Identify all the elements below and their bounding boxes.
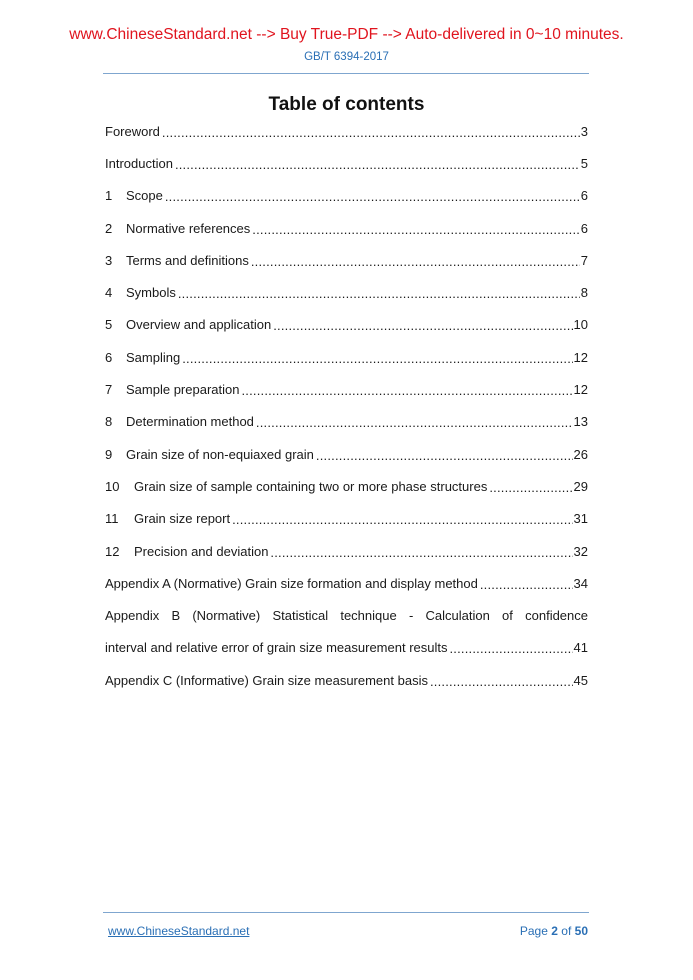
toc-label: Appendix A (Normative) Grain size formation and display method <box>105 575 478 591</box>
toc-entry-7[interactable] <box>105 373 588 405</box>
toc-number: 9 <box>105 446 113 462</box>
toc-number: 7 <box>105 382 113 398</box>
toc-page: 12 <box>573 382 588 398</box>
toc-page: 13 <box>573 414 588 430</box>
page-indicator <box>520 924 588 938</box>
toc-leader <box>162 125 580 138</box>
toc-entry-appendix-b[interactable] <box>105 599 588 631</box>
toc-page: 7 <box>580 252 588 268</box>
toc-label: Introduction <box>105 155 173 171</box>
toc-page: 34 <box>573 575 588 591</box>
toc-number: 11 <box>105 511 119 527</box>
footer-website-link[interactable]: www.ChineseStandard.net <box>108 924 250 938</box>
toc-label: Grain size of non-equiaxed grain <box>126 446 314 462</box>
toc-page: 6 <box>580 220 588 236</box>
footer-divider <box>103 912 589 913</box>
toc-leader <box>256 415 573 428</box>
toc-entry-10[interactable] <box>105 470 588 502</box>
toc-label: Normative references <box>126 220 251 236</box>
header-divider <box>103 73 589 74</box>
toc-number: 8 <box>105 414 113 430</box>
toc-leader <box>480 577 573 590</box>
toc-page: 3 <box>580 123 588 139</box>
toc-label: Appendix B (Normative) Statistical technique - Calculation of confidence <box>105 608 588 624</box>
toc-entry-11[interactable] <box>105 503 588 535</box>
toc-entry-appendix-b-continued[interactable] <box>105 632 588 664</box>
toc-entry-12[interactable] <box>105 535 588 567</box>
toc-leader <box>449 641 572 654</box>
toc-leader <box>165 189 580 202</box>
toc-page: 12 <box>573 349 588 365</box>
toc-number: 10 <box>105 478 120 494</box>
toc-entry-3[interactable] <box>105 244 588 276</box>
toc-label: interval and relative error of grain size measurement results <box>105 640 448 656</box>
toc-entry-4[interactable] <box>105 276 588 308</box>
page-current: 2 <box>551 924 558 938</box>
toc-page: 6 <box>580 188 588 204</box>
toc-entry-1[interactable] <box>105 180 588 212</box>
toc-label: Overview and application <box>126 317 272 333</box>
toc-leader <box>316 448 573 461</box>
header-banner[interactable]: www.ChineseStandard.net --> Buy True-PDF --> Auto-delivered in 0~10 minutes. <box>69 26 624 43</box>
toc-leader <box>252 222 579 235</box>
toc-number: 5 <box>105 317 113 333</box>
toc-number: 6 <box>105 349 113 365</box>
toc-label: Sample preparation <box>126 382 240 398</box>
toc-leader <box>232 512 572 525</box>
toc-number: 1 <box>105 188 113 204</box>
toc-leader <box>178 286 580 299</box>
toc-number: 3 <box>105 252 113 268</box>
page-prefix: Page <box>519 924 548 938</box>
toc-entry-6[interactable] <box>105 341 588 373</box>
toc-page: 8 <box>580 285 588 301</box>
toc-label: Precision and deviation <box>134 543 269 559</box>
toc-leader <box>175 157 580 170</box>
toc-label: Scope <box>126 188 163 204</box>
toc-label: Grain size of sample containing two or more phase structures <box>134 478 488 494</box>
toc-page: 5 <box>580 155 588 171</box>
toc-entry-9[interactable] <box>105 438 588 470</box>
toc-label: Sampling <box>126 349 181 365</box>
toc-entry-appendix-a[interactable] <box>105 567 588 599</box>
toc-number: 4 <box>105 285 113 301</box>
toc-leader <box>489 480 572 493</box>
toc-leader <box>241 383 572 396</box>
toc-label: Symbols <box>126 285 176 301</box>
toc-leader <box>270 545 572 558</box>
toc-label: Terms and definitions <box>126 252 249 268</box>
page-total: 50 <box>574 924 588 938</box>
toc-entry-appendix-c[interactable] <box>105 664 588 696</box>
toc-entry-2[interactable] <box>105 212 588 244</box>
toc-number: 12 <box>105 543 120 559</box>
toc-label: Grain size report <box>134 511 231 527</box>
toc-page: 31 <box>573 511 588 527</box>
toc-label: Appendix C (Informative) Grain size measurement basis <box>105 672 428 688</box>
toc-page: 32 <box>573 543 588 559</box>
toc-leader <box>251 254 580 267</box>
toc-entry-8[interactable] <box>105 406 588 438</box>
toc-leader <box>273 318 572 331</box>
toc-page: 41 <box>573 640 588 656</box>
toc-leader <box>430 674 573 687</box>
toc-page: 45 <box>573 672 588 688</box>
standard-number: GB/T 6394-2017 <box>304 51 389 63</box>
toc-number: 2 <box>105 220 113 236</box>
page-of: of <box>561 924 572 938</box>
toc-page: 26 <box>573 446 588 462</box>
toc-label: Determination method <box>126 414 254 430</box>
table-of-contents <box>105 115 588 696</box>
toc-page: 10 <box>573 317 588 333</box>
toc-label: Foreword <box>105 123 160 139</box>
toc-leader <box>182 351 572 364</box>
toc-page: 29 <box>573 478 588 494</box>
toc-entry-introduction[interactable] <box>105 147 588 179</box>
toc-entry-5[interactable] <box>105 309 588 341</box>
toc-entry-foreword[interactable] <box>105 115 588 147</box>
page-title: Table of contents <box>268 94 425 115</box>
